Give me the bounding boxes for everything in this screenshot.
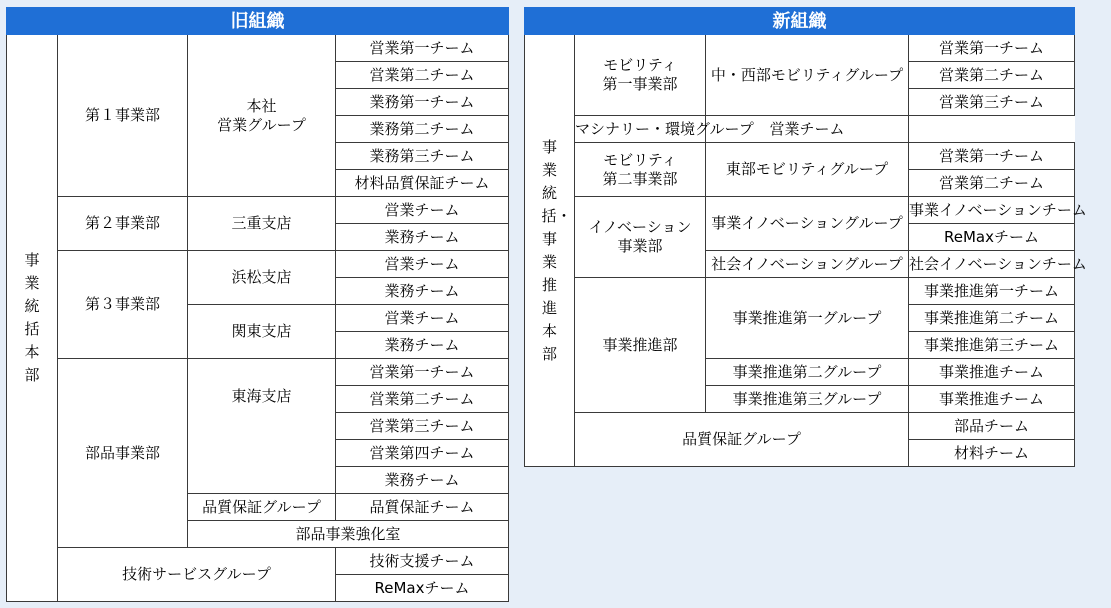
new-inno-group2: 社会イノベーショングループ bbox=[706, 251, 909, 278]
new-qa-team: 材料チーム bbox=[909, 440, 1075, 467]
new-mob1-team: 営業第二チーム bbox=[909, 62, 1075, 89]
old-div1-team: 材料品質保証チーム bbox=[336, 170, 509, 197]
old-div1-team: 営業第二チーム bbox=[336, 62, 509, 89]
old-div3-branch1-team: 営業チーム bbox=[336, 251, 509, 278]
new-promo-group3: 事業推進第三グループ bbox=[706, 386, 909, 413]
old-parts-qa-team: 品質保証チーム bbox=[336, 494, 509, 521]
new-qa-group: 品質保証グループ bbox=[575, 413, 909, 467]
old-parts-div: 部品事業部 bbox=[58, 359, 188, 548]
old-parts-team: 営業第二チーム bbox=[336, 386, 509, 413]
new-mob1-team: 営業第三チーム bbox=[909, 89, 1075, 116]
new-inno-group1: 事業イノベーショングループ bbox=[706, 197, 909, 251]
new-promo-div: 事業推進部 bbox=[575, 278, 706, 413]
new-promo-team: 事業推進第三チーム bbox=[909, 332, 1075, 359]
new-promo-group1: 事業推進第一グループ bbox=[706, 278, 909, 359]
old-tech-team: ReMaxチーム bbox=[336, 575, 509, 602]
new-mob1-div: モビリティ 第一事業部 bbox=[575, 35, 706, 116]
old-org-table bbox=[6, 7, 509, 602]
old-div3-branch1-team: 業務チーム bbox=[336, 278, 509, 305]
old-parts-branch: 東海支店 bbox=[188, 359, 336, 494]
new-promo-team: 事業推進第一チーム bbox=[909, 278, 1075, 305]
new-hq-label: 事業統括・事業推進本部 bbox=[541, 137, 572, 363]
old-parts-qa-group: 品質保証グループ bbox=[188, 494, 336, 521]
old-div3-branch2: 関東支店 bbox=[188, 305, 336, 359]
old-div2-team: 営業チーム bbox=[336, 197, 509, 224]
new-mob1-group2: マシナリー・環境グループ bbox=[575, 116, 706, 143]
old-tech-team: 技術支援チーム bbox=[336, 548, 509, 575]
new-mob2-group: 東部モビリティグループ bbox=[706, 143, 909, 197]
new-mob2-team: 営業第二チーム bbox=[909, 170, 1075, 197]
new-mob1-group1: 中・西部モビリティグループ bbox=[706, 35, 909, 116]
old-parts-team: 営業第一チーム bbox=[336, 359, 509, 386]
new-mob2-team: 営業第一チーム bbox=[909, 143, 1075, 170]
old-div1-team: 業務第三チーム bbox=[336, 143, 509, 170]
old-parts-team: 業務チーム bbox=[336, 467, 509, 494]
new-qa-team: 部品チーム bbox=[909, 413, 1075, 440]
new-hq-cell bbox=[525, 35, 575, 467]
new-inno-team: ReMaxチーム bbox=[909, 224, 1075, 251]
old-div1-group: 本社 営業グループ bbox=[188, 35, 336, 197]
old-div2-branch: 三重支店 bbox=[188, 197, 336, 251]
old-div3: 第３事業部 bbox=[58, 251, 188, 359]
new-inno-team: 事業イノベーションチーム bbox=[909, 197, 1075, 224]
old-tech-group: 技術サービスグループ bbox=[58, 548, 336, 602]
old-parts-office: 部品事業強化室 bbox=[188, 521, 509, 548]
new-inno-div: イノベーション 事業部 bbox=[575, 197, 706, 278]
old-div1: 第１事業部 bbox=[58, 35, 188, 197]
old-div2: 第２事業部 bbox=[58, 197, 188, 251]
old-hq-label: 事業統括本部 bbox=[24, 251, 40, 384]
old-hq-cell bbox=[7, 35, 58, 602]
new-promo-group2-team: 事業推進チーム bbox=[909, 359, 1075, 386]
old-div1-team: 業務第二チーム bbox=[336, 116, 509, 143]
new-mob1-group2-team: 営業チーム bbox=[706, 116, 909, 143]
new-org-title: 新組織 bbox=[525, 8, 1075, 35]
old-div1-team: 業務第一チーム bbox=[336, 89, 509, 116]
new-mob1-team: 営業第一チーム bbox=[909, 35, 1075, 62]
new-promo-group2: 事業推進第二グループ bbox=[706, 359, 909, 386]
old-parts-team: 営業第三チーム bbox=[336, 413, 509, 440]
old-div3-branch2-team: 業務チーム bbox=[336, 332, 509, 359]
new-promo-team: 事業推進第二チーム bbox=[909, 305, 1075, 332]
new-org-table bbox=[524, 7, 1087, 467]
old-org-title: 旧組織 bbox=[7, 8, 509, 35]
old-div1-team: 営業第一チーム bbox=[336, 35, 509, 62]
old-div3-branch2-team: 営業チーム bbox=[336, 305, 509, 332]
new-promo-group3-team: 事業推進チーム bbox=[909, 386, 1075, 413]
old-div3-branch1: 浜松支店 bbox=[188, 251, 336, 305]
new-inno-group2-team: 社会イノベーションチーム bbox=[909, 251, 1075, 278]
old-parts-team: 営業第四チーム bbox=[336, 440, 509, 467]
old-div2-team: 業務チーム bbox=[336, 224, 509, 251]
new-mob2-div: モビリティ 第二事業部 bbox=[575, 143, 706, 197]
